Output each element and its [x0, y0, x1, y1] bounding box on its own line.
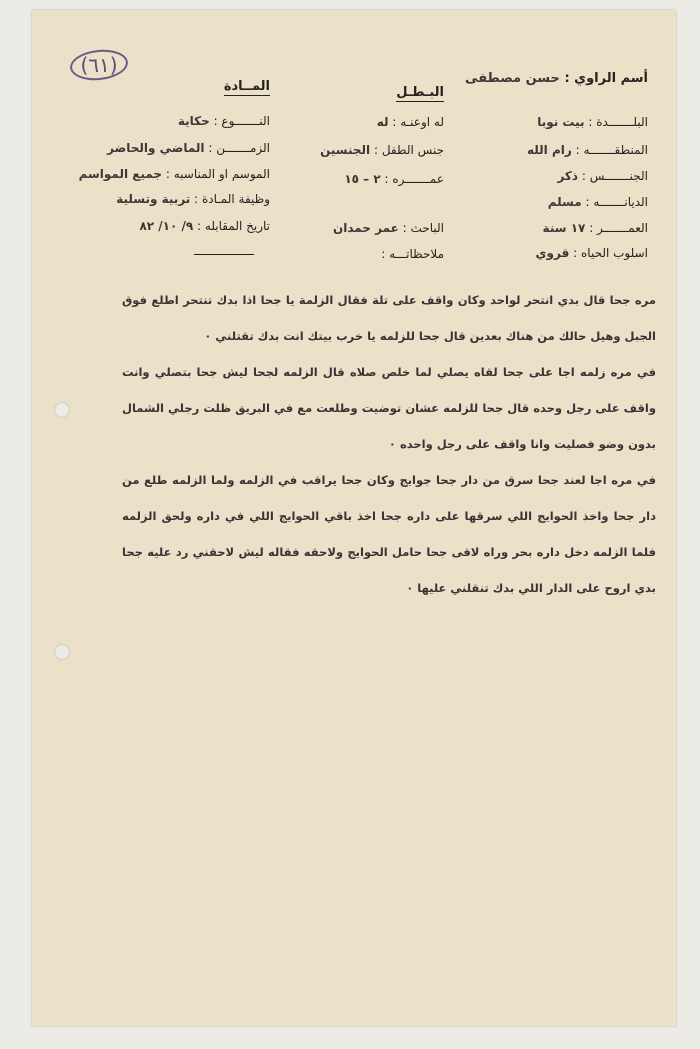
time-label: الزمـــــــن : — [208, 141, 270, 155]
age-value: ١٧ سنة — [542, 221, 586, 235]
story-paragraph-2: في مره زلمه اجا على جحا لقاه يصلي لما خلص صلاه قال الزلمه لجحا ليش جحا بتصلي وانت واقف على رجل وحده قال جحا للزلمه عشان توضيت وطلعت مع في البريق ظلت رجلي الشمال بدون وضو فصليت وانا واقف على رجل واحده ٠ — [122, 365, 656, 451]
story-paragraph-3: في مره اجا لعند جحا سرق من دار جحا جوايج وكان جحا يراقب في الزلمه ولما الزلمه طلع من دار جحا واخذ الحوايج اللي سرقها على داره جحا اخذ باقي الحوايج اللي في داره ولحق الزلمه فلما الزلمه دخل داره بحر وراه لاقى جحا حامل الحوايج ولاحقه فقاله ليش لاحقني رد عليه جحا بدي اروح على الدار اللي بدك تنقلني عليها ٠ — [122, 473, 656, 595]
function-field — [116, 190, 270, 208]
material-heading — [224, 78, 270, 96]
researcher-field — [333, 219, 444, 237]
village-value: بيت نوبا — [537, 115, 585, 129]
region-label: المنطقـــــــه : — [575, 143, 648, 157]
notes-label: ملاحظاتـــه : — [381, 247, 444, 261]
child-age-label: عمـــــــره : — [384, 172, 444, 186]
notes-field — [381, 245, 444, 263]
season-value: جميع المواسم — [78, 167, 163, 181]
hero-heading — [396, 84, 444, 102]
document-page — [32, 10, 676, 1026]
interview-date-value: ٩/ ١٠/ ٨٢ — [139, 219, 194, 233]
page-number: (٦١) — [70, 50, 128, 80]
type-value: حكاية — [177, 114, 210, 128]
age-label: العمـــــــر : — [589, 221, 648, 235]
child-age-value: ٢ – ١٥ — [344, 172, 381, 186]
material-label: المــادة — [223, 79, 270, 94]
religion-field — [548, 193, 648, 211]
interview-date-label: تاريخ المقابله : — [197, 219, 270, 233]
for-about-label: له اوعنـه : — [392, 115, 444, 129]
lifestyle-field — [536, 244, 648, 262]
region-value: رام الله — [527, 143, 572, 157]
gender-field — [557, 167, 648, 185]
season-field — [79, 165, 270, 183]
gender-label: الجنـــــــس : — [581, 169, 648, 183]
researcher-label: الباحث : — [402, 221, 444, 235]
lifestyle-value: قروي — [535, 246, 570, 260]
function-label: وظيفة المـادة : — [194, 192, 270, 206]
type-field — [178, 112, 270, 130]
time-field — [107, 139, 270, 157]
village-label: البلـــــــدة : — [588, 115, 648, 129]
time-value: الماضي والحاضر — [107, 141, 205, 155]
researcher-value: عمر حمدان — [332, 221, 399, 235]
child-age-field — [344, 170, 444, 188]
punch-hole — [54, 402, 70, 418]
function-value: تربية وتسلية — [116, 192, 191, 206]
blank-line — [194, 254, 254, 255]
region-field — [527, 141, 648, 159]
religion-label: الديانـــــــه : — [585, 195, 648, 209]
religion-value: مسلم — [547, 195, 582, 209]
narrator-field — [465, 70, 648, 88]
for-about-field — [377, 113, 444, 131]
child-gender-value: الجنسين — [320, 143, 371, 157]
child-gender-label: جنس الطفل : — [373, 143, 444, 157]
for-about-value: له — [376, 115, 389, 129]
story-paragraph-1: مره جحا قال بدي انتحر لواحد وكان واقف على تلة فقال الزلمة يا جحا اذا بدك تنتحر اطلع فوق الجبل وهيل حالك من هناك بعدين قال جحا للزلمه يا خرب بيتك انت بدك تقتلني ٠ — [122, 293, 656, 343]
interview-date-field — [139, 217, 270, 235]
age-field — [543, 219, 648, 237]
gender-value: ذكر — [557, 169, 579, 183]
narrator-label: أسم الراوي : — [564, 71, 648, 86]
narrator-value: حسن مصطفى — [465, 71, 560, 86]
hero-label: البـطـل — [396, 85, 444, 100]
season-label: الموسم او المناسبه : — [165, 167, 270, 181]
punch-hole — [54, 644, 70, 660]
lifestyle-label: اسلوب الحياه : — [573, 246, 648, 260]
type-label: النـــــــوع : — [213, 114, 270, 128]
child-gender-field — [320, 141, 444, 159]
village-field — [537, 113, 648, 131]
